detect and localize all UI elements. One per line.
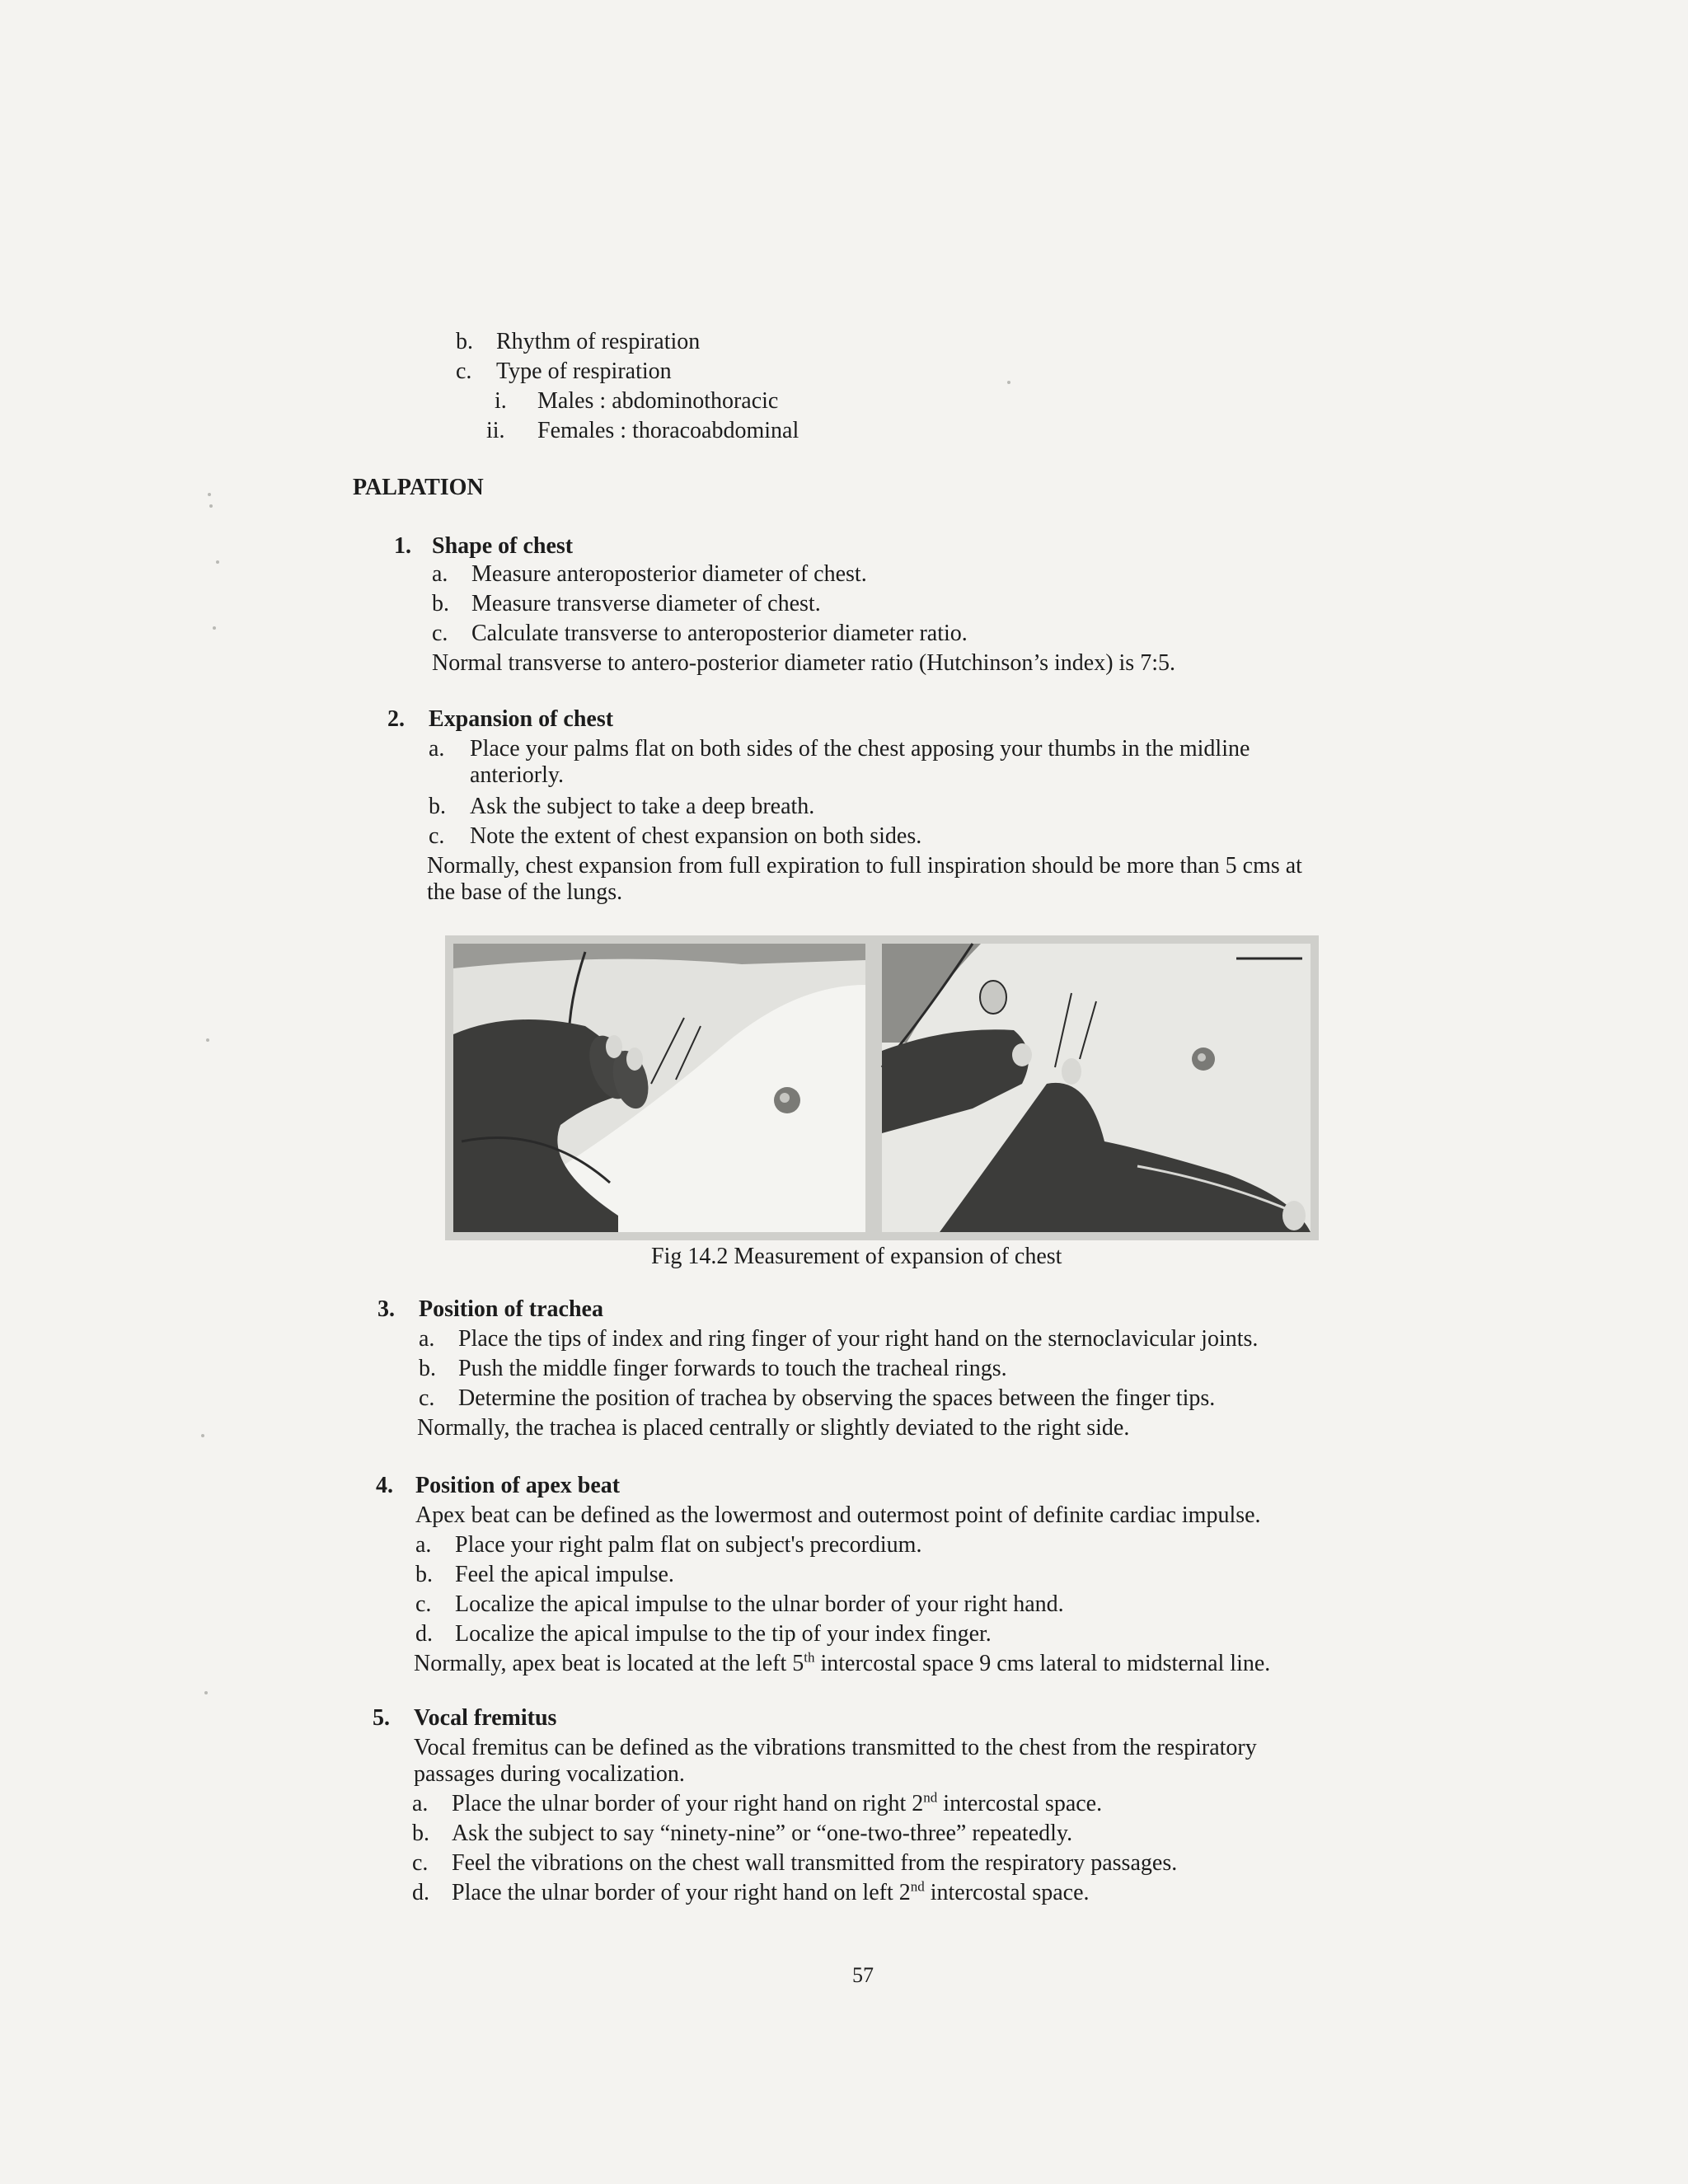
list-marker: a. (415, 1532, 432, 1558)
section-intro: Apex beat can be defined as the lowermost and outermost point of definite cardiac impulse. (415, 1502, 1261, 1528)
list-item: Place your palms flat on both sides of the chest apposing your thumbs in the midline (470, 736, 1250, 762)
list-marker: b. (412, 1821, 429, 1846)
list-marker: b. (432, 591, 449, 616)
list-item: Calculate transverse to anteroposterior diameter ratio. (471, 621, 968, 646)
section-note (414, 1650, 1270, 1678)
list-marker: b. (456, 329, 473, 354)
section-title: Position of apex beat (415, 1473, 621, 1498)
list-item: Females : thoracoabdominal (537, 418, 799, 443)
item-text: Place the ulnar border of your right hand on right 2 (452, 1791, 924, 1816)
list-marker: b. (419, 1356, 436, 1381)
section-intro-continuation: passages during vocalization. (414, 1761, 685, 1787)
list-marker: c. (429, 823, 445, 849)
scan-speck (1007, 381, 1010, 384)
list-marker: c. (415, 1591, 432, 1617)
section-note-continuation: the base of the lungs. (427, 879, 623, 905)
note-text: Normally, apex beat is located at the left 5 (414, 1651, 804, 1676)
list-marker: a. (412, 1791, 429, 1816)
section-number: 3. (377, 1296, 395, 1322)
note-superscript: th (804, 1649, 815, 1666)
list-marker: c. (412, 1850, 429, 1876)
section-heading: PALPATION (353, 475, 484, 500)
item-text: Place the ulnar border of your right hand on left 2 (452, 1880, 911, 1905)
list-marker: d. (412, 1880, 429, 1905)
list-item (452, 1879, 1090, 1907)
list-item: Place your right palm flat on subject's precordium. (455, 1532, 922, 1558)
list-marker: a. (429, 736, 445, 762)
scan-speck (216, 560, 219, 564)
list-item: Males : abdominothoracic (537, 388, 779, 414)
list-item: Note the extent of chest expansion on both sides. (470, 823, 922, 849)
list-item-continuation: anteriorly. (470, 762, 565, 788)
item-text: intercostal space. (937, 1791, 1103, 1816)
list-marker: i. (495, 388, 507, 414)
list-item: Localize the apical impulse to the tip of your index finger. (455, 1621, 992, 1647)
left-panel (453, 944, 865, 1232)
list-item: Ask the subject to say “ninety-nine” or “one-two-three” repeatedly. (452, 1821, 1073, 1846)
scan-speck (201, 1434, 204, 1437)
list-item: Measure anteroposterior diameter of chest. (471, 561, 867, 587)
list-item: Rhythm of respiration (496, 329, 701, 354)
list-item: Ask the subject to take a deep breath. (470, 794, 815, 819)
list-marker: c. (432, 621, 448, 646)
list-marker: b. (415, 1562, 433, 1587)
scan-speck (209, 504, 213, 508)
list-marker: a. (432, 561, 448, 587)
section-title: Position of trachea (419, 1296, 603, 1322)
list-marker: d. (415, 1621, 433, 1647)
section-number: 5. (373, 1705, 390, 1731)
section-note: Normally, chest expansion from full expiration to full inspiration should be more than 5 cms at (427, 853, 1302, 879)
list-marker: ii. (486, 418, 505, 443)
section-note: Normal transverse to antero-posterior diameter ratio (Hutchinson’s index) is 7:5. (432, 650, 1175, 676)
figure-chest-expansion (445, 935, 1319, 1240)
scan-speck (204, 1691, 208, 1694)
section-number: 1. (394, 533, 411, 559)
section-title: Vocal fremitus (414, 1705, 557, 1731)
list-item (452, 1790, 1102, 1818)
scan-speck (206, 1038, 209, 1042)
section-number: 2. (387, 706, 405, 732)
list-item: Localize the apical impulse to the ulnar border of your right hand. (455, 1591, 1064, 1617)
list-item: Measure transverse diameter of chest. (471, 591, 821, 616)
list-marker: c. (419, 1385, 435, 1411)
scan-speck (208, 493, 211, 496)
scan-speck (213, 626, 216, 630)
list-item: Feel the vibrations on the chest wall transmitted from the respiratory passages. (452, 1850, 1178, 1876)
list-marker: b. (429, 794, 446, 819)
item-superscript: nd (923, 1789, 938, 1806)
section-title: Shape of chest (432, 533, 574, 559)
section-note: Normally, the trachea is placed centrally or slightly deviated to the right side. (417, 1415, 1130, 1441)
list-item: Place the tips of index and ring finger of your right hand on the sternoclavicular joints. (458, 1326, 1259, 1352)
note-text: intercostal space 9 cms lateral to midsternal line. (814, 1651, 1271, 1676)
figure-caption: Fig 14.2 Measurement of expansion of chest (651, 1244, 1062, 1269)
item-superscript: nd (910, 1878, 925, 1895)
section-intro: Vocal fremitus can be defined as the vibrations transmitted to the chest from the respiratory (414, 1735, 1257, 1760)
list-item: Push the middle finger forwards to touch the tracheal rings. (458, 1356, 1007, 1381)
chest-expansion-illustration-icon (445, 935, 1319, 1240)
list-marker: a. (419, 1326, 435, 1352)
list-marker: c. (456, 359, 472, 384)
right-panel (882, 944, 1311, 1232)
list-item: Type of respiration (496, 359, 672, 384)
section-number: 4. (376, 1473, 393, 1498)
section-title: Expansion of chest (429, 706, 614, 732)
item-text: intercostal space. (924, 1880, 1090, 1905)
list-item: Determine the position of trachea by observing the spaces between the finger tips. (458, 1385, 1216, 1411)
page-number: 57 (852, 1963, 874, 1987)
list-item: Feel the apical impulse. (455, 1562, 674, 1587)
